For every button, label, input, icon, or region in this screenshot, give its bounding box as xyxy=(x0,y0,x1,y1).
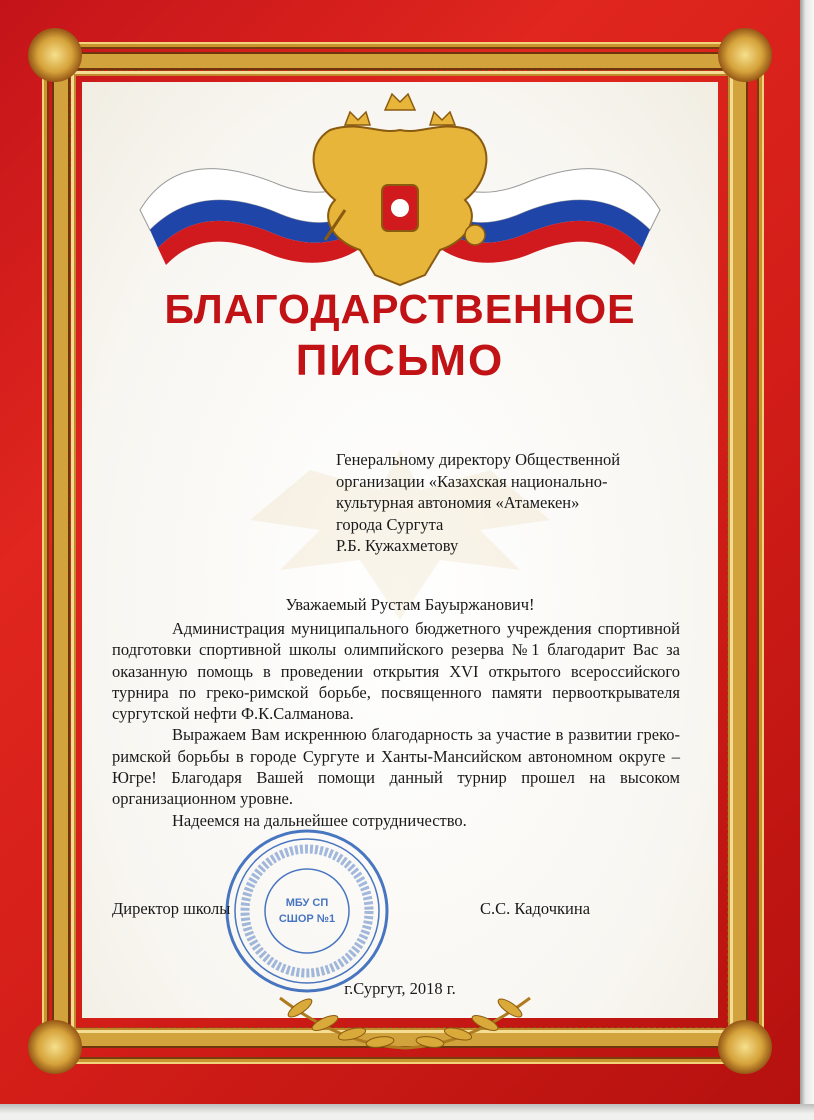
letter-title: БЛАГОДАРСТВЕННОЕ xyxy=(164,286,636,332)
scan-edge-shadow xyxy=(800,0,814,1120)
letter-body xyxy=(112,618,680,831)
signature-name: С.С. Кадочкина xyxy=(480,899,591,918)
body-paragraph: Надеемся на дальнейшее сотрудничество. xyxy=(172,810,467,830)
recipient-line: города Сургута xyxy=(336,514,444,534)
recipient-line: культурная автономия «Атамекен» xyxy=(336,493,580,512)
emblem xyxy=(130,90,670,290)
recipient-line: Генеральному директору Общественной xyxy=(336,450,621,469)
seal-text-line: СШОР №1 xyxy=(278,913,336,925)
seal-text-line: МБУ СП xyxy=(285,897,329,909)
body-paragraph: Администрация муниципального бюджетного учреждения спортивной подготовки спортивной школы олимпийского резерва №1 благодарит Вас за оказанную помощь в проведении открытия XVI открытого всероссийского турнира по греко-римской борьбе, посвященного памяти первооткрывателя сургутской нефти Ф.К.Салманова. xyxy=(112,619,680,724)
recipient-block xyxy=(336,449,696,557)
letter-subtitle: ПИСЬМО xyxy=(295,336,505,385)
recipient-line: организации «Казахская национально- xyxy=(336,471,608,491)
salutation: Уважаемый Рустам Бауыржанович! xyxy=(285,595,535,614)
corner-ornament-icon xyxy=(28,1020,82,1074)
signature-role: Директор школы xyxy=(112,899,231,918)
scan-edge-shadow xyxy=(0,1104,814,1120)
corner-ornament-icon xyxy=(718,1020,772,1074)
body-paragraph: Выражаем Вам искреннюю благодарность за участие в развитии греко-римской борьбы в городе Сургуте и Ханты-Мансийском автономном округе – Югре! Благодаря Вашей помощи данный турнир прошел на высоком организационном уровне. xyxy=(112,725,680,809)
city-and-year: г.Сургут, 2018 г. xyxy=(344,979,456,998)
corner-ornament-icon xyxy=(28,28,82,82)
recipient-line: Р.Б. Кужахметову xyxy=(336,536,459,555)
corner-ornament-icon xyxy=(718,28,772,82)
